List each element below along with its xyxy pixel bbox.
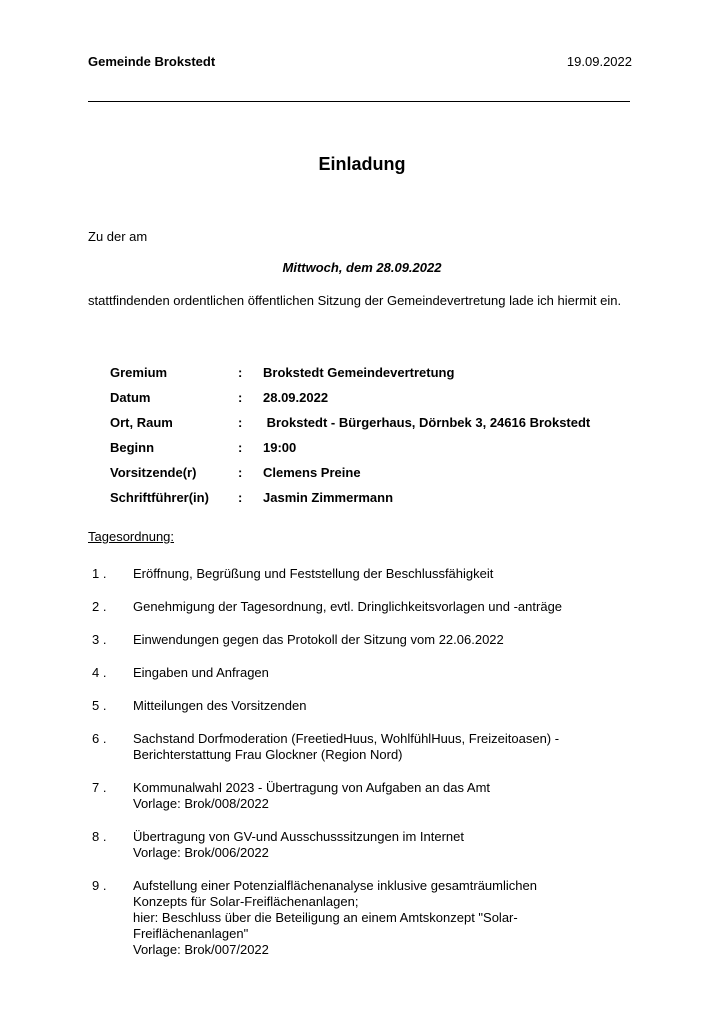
agenda-item bbox=[92, 829, 642, 861]
info-label: Ort, Raum bbox=[110, 415, 173, 430]
agenda-number: 4 . bbox=[92, 665, 107, 680]
info-label: Datum bbox=[110, 390, 151, 405]
agenda-item bbox=[92, 665, 642, 681]
agenda-item bbox=[92, 780, 642, 812]
info-colon: : bbox=[238, 440, 243, 455]
document-date: 19.09.2022 bbox=[566, 54, 632, 69]
agenda-line: Mitteilungen des Vorsitzenden bbox=[133, 698, 307, 713]
agenda-text bbox=[133, 829, 642, 861]
info-colon: : bbox=[238, 415, 243, 430]
agenda-list bbox=[92, 566, 642, 975]
meeting-day: Mittwoch, dem 28.09.2022 bbox=[282, 260, 442, 275]
agenda-number: 2 . bbox=[92, 599, 107, 614]
info-value: 28.09.2022 bbox=[263, 390, 329, 405]
info-colon: : bbox=[238, 365, 243, 380]
agenda-text bbox=[133, 698, 642, 714]
agenda-number: 1 . bbox=[92, 566, 107, 581]
agenda-text bbox=[133, 599, 642, 615]
info-row-ort bbox=[110, 410, 590, 435]
info-row-beginn bbox=[110, 435, 590, 460]
intro-text: Zu der am bbox=[88, 229, 148, 244]
info-row-datum bbox=[110, 385, 590, 410]
agenda-line: Sachstand Dorfmoderation (FreetiedHuus, WohlfühlHuus, Freizeitoasen) - bbox=[133, 731, 560, 746]
meeting-info-table bbox=[110, 360, 590, 510]
info-value: 19:00 bbox=[263, 440, 297, 455]
agenda-text bbox=[133, 566, 642, 582]
info-value: Brokstedt Gemeindevertretung bbox=[263, 365, 455, 380]
agenda-line: Konzepts für Solar-Freiflächenanlagen; bbox=[133, 894, 359, 909]
info-value: Brokstedt - Bürgerhaus, Dörnbek 3, 24616 Brokstedt bbox=[263, 415, 591, 430]
agenda-line: Vorlage: Brok/006/2022 bbox=[133, 845, 269, 860]
info-row-gremium bbox=[110, 360, 590, 385]
agenda-number: 3 . bbox=[92, 632, 107, 647]
page-title: Einladung bbox=[318, 154, 406, 174]
agenda-line: hier: Beschluss über die Beteiligung an einem Amtskonzept "Solar- bbox=[133, 910, 518, 925]
agenda-item bbox=[92, 698, 642, 714]
agenda-number: 9 . bbox=[92, 878, 107, 893]
agenda-item bbox=[92, 599, 642, 615]
info-colon: : bbox=[238, 465, 243, 480]
agenda-text bbox=[133, 731, 642, 763]
agenda-item bbox=[92, 731, 642, 763]
info-value: Jasmin Zimmermann bbox=[263, 490, 394, 505]
organization-name: Gemeinde Brokstedt bbox=[88, 54, 216, 69]
agenda-line: Kommunalwahl 2023 - Übertragung von Aufgaben an das Amt bbox=[133, 780, 491, 795]
agenda-line: Eröffnung, Begrüßung und Feststellung der Beschlussfähigkeit bbox=[133, 566, 494, 581]
agenda-line: Übertragung von GV-und Ausschusssitzungen im Internet bbox=[133, 829, 464, 844]
agenda-line: Eingaben und Anfragen bbox=[133, 665, 269, 680]
agenda-item bbox=[92, 632, 642, 648]
info-value: Clemens Preine bbox=[263, 465, 361, 480]
invitation-text: stattfindenden ordentlichen öffentlichen Sitzung der Gemeindevertretung lade ich hiermit ein. bbox=[88, 293, 622, 308]
agenda-number: 6 . bbox=[92, 731, 107, 746]
info-label: Beginn bbox=[110, 440, 155, 455]
info-label: Vorsitzende(r) bbox=[110, 465, 197, 480]
info-row-vorsitzende bbox=[110, 460, 590, 485]
agenda-number: 8 . bbox=[92, 829, 107, 844]
info-colon: : bbox=[238, 390, 243, 405]
agenda-line: Einwendungen gegen das Protokoll der Sitzung vom 22.06.2022 bbox=[133, 632, 504, 647]
agenda-line: Berichterstattung Frau Glockner (Region Nord) bbox=[133, 747, 403, 762]
agenda-text bbox=[133, 632, 642, 648]
agenda-line: Vorlage: Brok/007/2022 bbox=[133, 942, 269, 957]
agenda-item bbox=[92, 878, 642, 958]
agenda-item bbox=[92, 566, 642, 582]
agenda-line: Vorlage: Brok/008/2022 bbox=[133, 796, 269, 811]
agenda-text bbox=[133, 665, 642, 681]
info-row-schriftfuehrer bbox=[110, 485, 590, 510]
agenda-text bbox=[133, 780, 642, 812]
agenda-line: Freiflächenanlagen" bbox=[133, 926, 249, 941]
agenda-text bbox=[133, 878, 642, 958]
agenda-line: Aufstellung einer Potenzialflächenanalyse inklusive gesamträumlichen bbox=[133, 878, 537, 893]
header-divider bbox=[88, 101, 630, 102]
agenda-line: Genehmigung der Tagesordnung, evtl. Dringlichkeitsvorlagen und -anträge bbox=[133, 599, 563, 614]
agenda-number: 7 . bbox=[92, 780, 107, 795]
info-label: Schriftführer(in) bbox=[110, 490, 209, 505]
info-label: Gremium bbox=[110, 365, 168, 380]
agenda-heading: Tagesordnung: bbox=[88, 529, 175, 544]
agenda-number: 5 . bbox=[92, 698, 107, 713]
info-colon: : bbox=[238, 490, 243, 505]
